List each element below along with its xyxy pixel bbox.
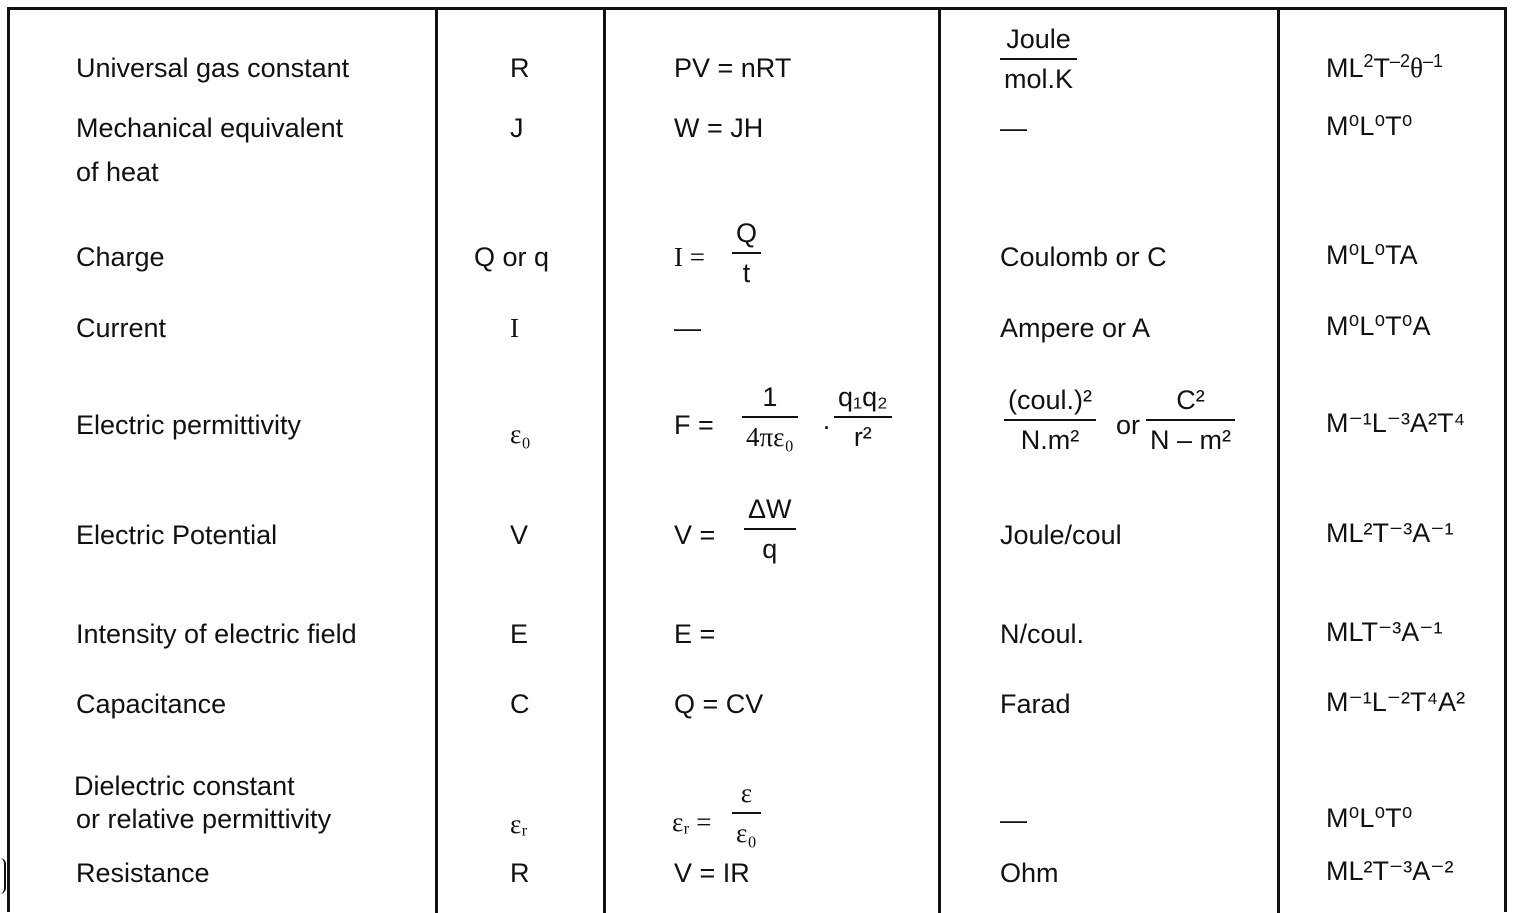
dimension-formula: ML²T⁻³A⁻¹	[1326, 518, 1454, 548]
quantity-name: Intensity of electric field	[76, 619, 357, 649]
quantity-name: Universal gas constant	[76, 53, 350, 83]
formula-fraction	[742, 382, 798, 452]
fraction-bar	[732, 252, 761, 254]
dimension-formula	[1326, 52, 1443, 84]
fraction-bar	[732, 812, 761, 814]
column-divider	[603, 8, 606, 913]
quantity-name: Electric Potential	[76, 520, 278, 550]
formula-denominator: q	[762, 534, 778, 564]
si-unit: Coulomb or C	[1000, 242, 1167, 272]
dim-exp: 2	[1363, 51, 1374, 71]
dim-base: ML	[1326, 53, 1364, 83]
quantity-name-line2: or relative permittivity	[76, 804, 332, 834]
formula-numerator: ε	[740, 778, 753, 808]
formula-denominator: 4πε₀	[746, 422, 794, 452]
formula-denominator: t	[742, 258, 751, 288]
fraction-bar	[742, 416, 798, 418]
si-unit	[1000, 24, 1077, 94]
quantity-name-line1: Dielectric constant	[74, 771, 295, 801]
formula: —	[674, 313, 701, 343]
fraction-bar	[1146, 419, 1235, 421]
dimension-formula: M⁰L⁰T⁰A	[1326, 311, 1431, 341]
formula-lhs: εᵣ =	[672, 807, 712, 837]
quantity-name: Electric permittivity	[76, 410, 302, 440]
formula-fraction	[834, 382, 892, 452]
si-unit-fraction	[1146, 385, 1235, 455]
symbol: ε₀	[510, 419, 531, 449]
dim-base: T	[1373, 53, 1391, 83]
unit-numerator: (coul.)²	[1008, 385, 1093, 415]
formula-lhs: V =	[674, 520, 716, 550]
si-unit: Ampere or A	[1000, 313, 1151, 343]
unit-or: or	[1116, 410, 1141, 440]
symbol: R	[510, 858, 530, 888]
multiply-dot: ·	[822, 411, 831, 441]
si-unit: —	[1000, 113, 1027, 143]
quantity-name: Capacitance	[76, 689, 227, 719]
dim-exp: –2	[1390, 51, 1411, 71]
symbol: Q or q	[474, 242, 550, 272]
formula: W = JH	[674, 113, 764, 143]
dimension-formula: M⁰L⁰TA	[1326, 240, 1418, 270]
si-unit: Farad	[1000, 689, 1071, 719]
formula: V = IR	[674, 858, 750, 888]
symbol: V	[510, 520, 529, 550]
symbol: C	[510, 689, 530, 719]
formula-denominator: ε₀	[736, 818, 757, 848]
formula-numerator: ΔW	[748, 494, 792, 524]
dimension-formula: MLT⁻³A⁻¹	[1326, 617, 1443, 647]
fraction-bar	[1004, 419, 1096, 421]
unit-numerator: Joule	[1006, 24, 1071, 54]
formula-fraction	[732, 218, 761, 288]
symbol: E	[510, 619, 529, 649]
fraction-bar	[834, 416, 892, 418]
formula-fraction	[744, 494, 796, 564]
page-edge-mark	[0, 858, 6, 894]
fraction-bar	[744, 528, 796, 530]
symbol: εᵣ	[510, 809, 528, 839]
dim-base: θ	[1410, 53, 1423, 83]
formula-denominator: r²	[853, 422, 872, 452]
fraction-bar	[1000, 58, 1077, 60]
quantity-name-line1: Mechanical equivalent	[76, 113, 344, 143]
unit-denominator: mol.K	[1004, 64, 1074, 94]
dimension-formula: M⁰L⁰T⁰	[1326, 111, 1413, 141]
formula: PV = nRT	[674, 53, 792, 83]
formula-fraction	[732, 778, 761, 848]
symbol: J	[510, 113, 524, 143]
formula-numerator: q₁q₂	[838, 382, 888, 412]
quantity-name: Charge	[76, 242, 165, 272]
dimension-formula: M⁻¹L⁻³A²T⁴	[1326, 408, 1466, 438]
formula-numerator: 1	[762, 382, 778, 412]
si-unit: N/coul.	[1000, 619, 1085, 649]
formula: E =	[674, 619, 716, 649]
formula: Q = CV	[674, 689, 764, 719]
unit-denominator: N.m²	[1020, 425, 1080, 455]
quantity-name: Resistance	[76, 858, 210, 888]
dimension-formula: M⁰L⁰T⁰	[1326, 803, 1413, 833]
dimension-formula: ML²T⁻³A⁻²	[1326, 856, 1454, 886]
symbol: R	[510, 53, 530, 83]
si-unit: Joule/coul	[1000, 520, 1122, 550]
symbol: I	[510, 313, 519, 343]
column-divider	[435, 8, 438, 913]
unit-denominator: N – m²	[1150, 425, 1231, 455]
formula-numerator: Q	[736, 218, 758, 248]
si-unit: Ohm	[1000, 858, 1059, 888]
quantity-name: Current	[76, 313, 167, 343]
dimension-formula: M⁻¹L⁻²T⁴A²	[1326, 687, 1466, 717]
dim-exp: –1	[1423, 51, 1444, 71]
unit-numerator: C²	[1176, 385, 1205, 415]
formula-lhs: I =	[674, 242, 705, 272]
formula-lhs: F =	[674, 410, 714, 440]
quantity-name-line2: of heat	[76, 157, 159, 187]
column-divider	[1277, 8, 1280, 913]
si-unit-fraction	[1004, 385, 1096, 455]
si-unit: —	[1000, 805, 1027, 835]
column-divider	[938, 8, 941, 913]
